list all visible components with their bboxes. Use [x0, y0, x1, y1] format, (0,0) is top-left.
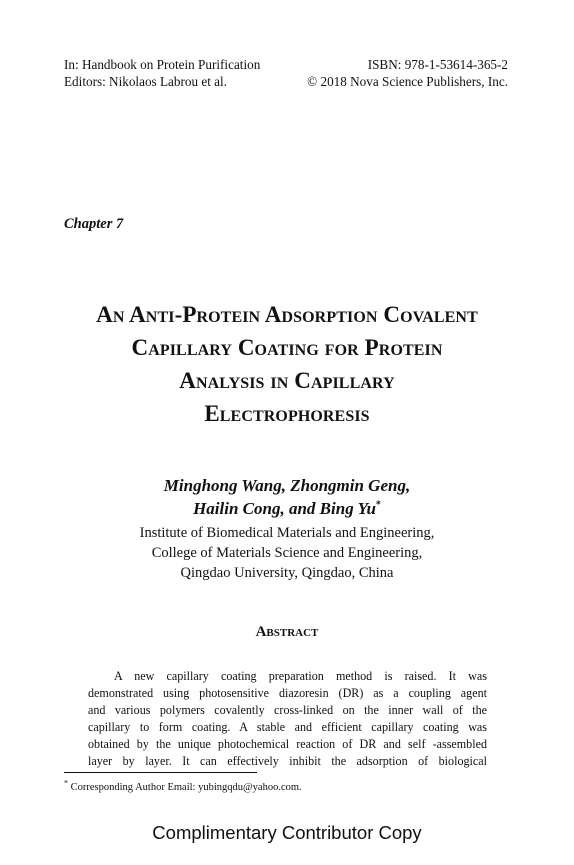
book-title: In: Handbook on Protein Purification: [64, 57, 261, 72]
title-line: An Anti-Protein Adsorption Covalent: [96, 302, 478, 327]
isbn: ISBN: 978-1-53614-365-2: [367, 57, 508, 72]
title-line: Analysis in Capillary: [179, 368, 395, 393]
footnote-rule: [64, 772, 257, 773]
footnote: [64, 778, 302, 793]
abstract-line: demonstrated using photosensitive diazoresin (DR) as a coupling agent: [88, 686, 487, 700]
copyright: © 2018 Nova Science Publishers, Inc.: [307, 74, 508, 89]
author-line: Minghong Wang, Zhongmin Geng,: [163, 476, 411, 495]
abstract-line: capillary to form coating. A stable and efficient capillary coating was: [88, 720, 487, 734]
author-line: [30, 497, 544, 520]
footnote-text: Corresponding Author Email: yubingqdu@yahoo.com.: [68, 782, 302, 793]
running-header-row-2: [64, 73, 508, 90]
corresponding-author-mark: *: [375, 499, 381, 511]
complimentary-copy-watermark: Complimentary Contributor Copy: [152, 822, 422, 843]
affiliation-line: Institute of Biomedical Materials and Engineering,: [139, 525, 435, 541]
title-line: Capillary Coating for Protein: [131, 335, 443, 360]
affiliation-line: Qingdao University, Qingdao, China: [180, 565, 394, 581]
abstract-body: [88, 668, 487, 770]
title-line: Electrophoresis: [204, 401, 370, 426]
affiliation: [30, 523, 544, 583]
author-names: Hailin Cong, and Bing Yu: [193, 499, 376, 518]
abstract-line: and various polymers covalently cross-linked on the inner wall of the: [88, 703, 487, 717]
abstract-line: A new capillary coating preparation method is raised. It was: [114, 669, 487, 683]
affiliation-line: College of Materials Science and Engineering,: [151, 545, 423, 561]
footnote-mark: *: [64, 778, 68, 788]
abstract-line: layer by layer. It can effectively inhibit the adsorption of biological: [88, 754, 487, 768]
editors: Editors: Nikolaos Labrou et al.: [64, 74, 227, 89]
abstract-heading: Abstract: [255, 624, 319, 640]
running-header-row-1: [64, 56, 508, 73]
chapter-title: [30, 298, 544, 430]
chapter-label: Chapter 7: [64, 216, 124, 232]
abstract-line: obtained by the unique photochemical reaction of DR and self -assembled: [88, 737, 487, 751]
author-list: [30, 474, 544, 520]
